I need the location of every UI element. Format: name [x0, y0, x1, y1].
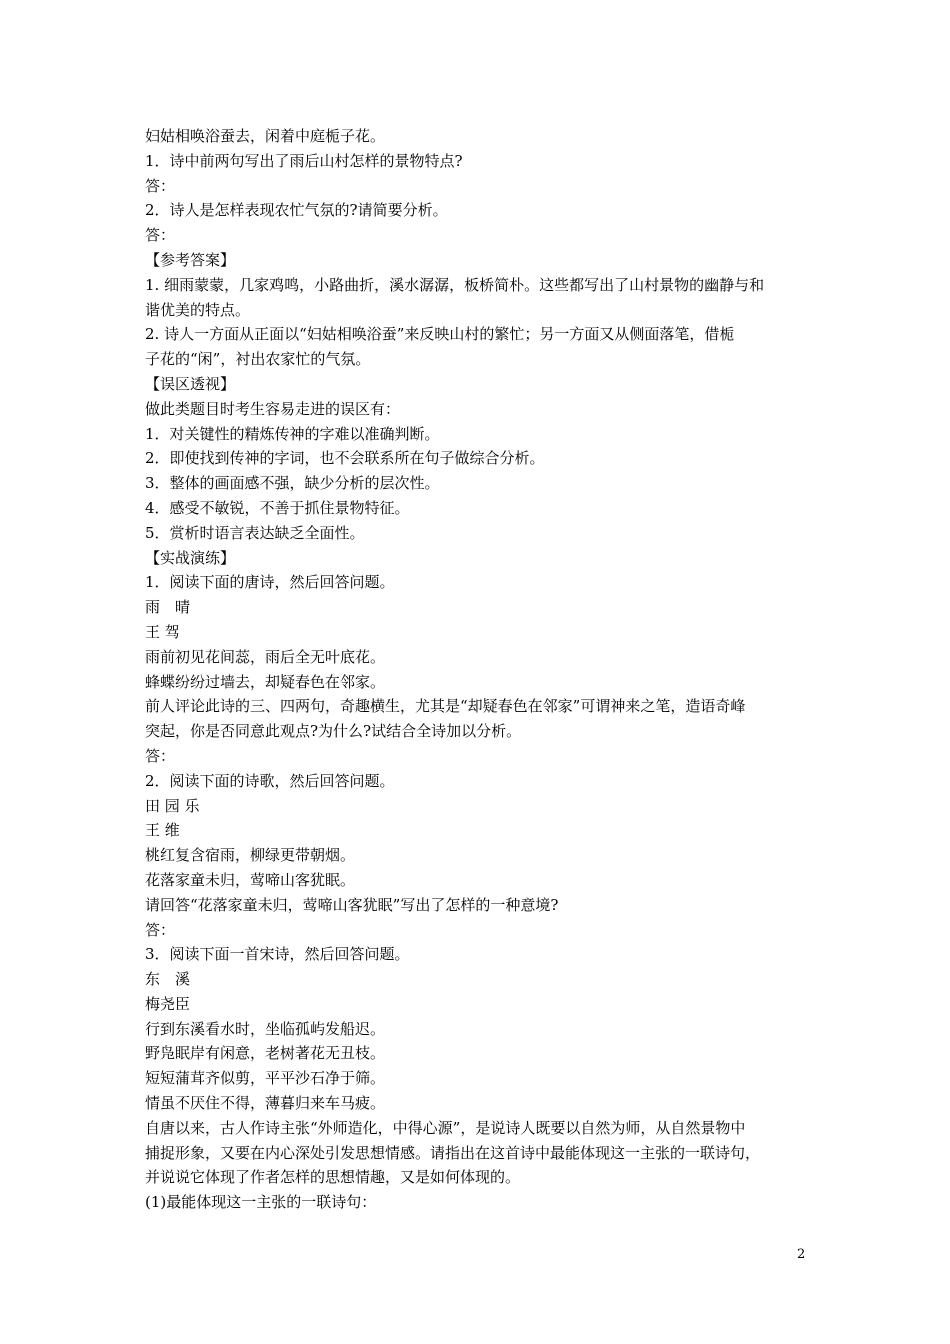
text-line: 1. 细雨蒙蒙，几家鸡鸣，小路曲折，溪水潺潺，板桥简朴。这些都写出了山村景物的幽静与和 — [145, 275, 765, 294]
text-line: 答： — [145, 226, 176, 245]
text-line: 1．阅读下面的唐诗，然后回答问题。 — [145, 573, 395, 592]
text-line: 2．即使找到传神的字词，也不会联系所在句子做综合分析。 — [145, 449, 545, 468]
section-heading: 【误区透视】 — [145, 374, 236, 393]
text-line: 2．阅读下面的诗歌，然后回答问题。 — [145, 771, 395, 790]
document-body — [145, 124, 820, 1215]
text-line: 2. 诗人一方面从正面以“妇姑相唤浴蚕”来反映山村的繁忙；另一方面又从侧面落笔，借栀 — [145, 325, 735, 344]
poem-line: 蜂蝶纷纷过墙去，却疑春色在邻家。 — [145, 672, 386, 691]
text-line: 捕捉形象，又要在内心深处引发思想情感。请指出在这首诗中最能体现这一主张的一联诗句， — [145, 1143, 761, 1162]
text-line: 4．感受不敏锐，不善于抓住景物特征。 — [145, 498, 410, 517]
text-line: 子花的“闲”，衬出农家忙的气氛。 — [145, 350, 371, 369]
poem-line: 桃红复含宿雨，柳绿更带朝烟。 — [145, 846, 356, 865]
text-line: 请回答“花落家童未归，莺啼山客犹眠”写出了怎样的一种意境? — [145, 895, 559, 914]
poem-line: 短短蒲茸齐似剪，平平沙石净于筛。 — [145, 1069, 386, 1088]
poem-line: 行到东溪看水时，坐临孤屿发船迟。 — [145, 1019, 386, 1038]
text-line: 1．对关键性的精炼传神的字难以准确判断。 — [145, 424, 440, 443]
text-line: 答： — [145, 746, 176, 765]
text-line: 3．阅读下面一首宋诗，然后回答问题。 — [145, 945, 410, 964]
page-number: 2 — [797, 1247, 806, 1262]
poem-line: 情虽不厌住不得，薄暮归来车马疲。 — [145, 1094, 386, 1113]
text-line: 突起，你是否同意此观点?为什么?试结合全诗加以分析。 — [145, 722, 522, 741]
poem-author: 王 维 — [145, 821, 180, 840]
poem-title: 东 溪 — [145, 970, 191, 989]
text-line: 3．整体的画面感不强，缺少分析的层次性。 — [145, 474, 440, 493]
poem-author: 王 驾 — [145, 622, 180, 641]
text-line: 答： — [145, 176, 176, 195]
text-line: (1)最能体现这一主张的一联诗句： — [145, 1193, 377, 1212]
section-heading: 【参考答案】 — [145, 250, 236, 269]
text-line: 答： — [145, 920, 176, 939]
text-line: 5．赏析时语言表达缺乏全面性。 — [145, 523, 365, 542]
poem-title: 田 园 乐 — [145, 796, 200, 815]
poem-line: 花落家童未归，莺啼山客犹眠。 — [145, 870, 356, 889]
text-line: 谐优美的特点。 — [145, 300, 251, 319]
text-line: 并说说它体现了作者怎样的思想情趣，又是如何体现的。 — [145, 1168, 521, 1187]
text-line: 1．诗中前两句写出了雨后山村怎样的景物特点? — [145, 151, 463, 170]
text-line: 自唐以来，古人作诗主张“外师造化，中得心源”，是说诗人既要以自然为师，从自然景物中 — [145, 1118, 746, 1137]
text-line: 做此类题目时考生容易走进的误区有： — [145, 399, 401, 418]
text-line: 前人评论此诗的三、四两句，奇趣横生，尤其是“却疑春色在邻家”可谓神来之笔，造语奇峰 — [145, 697, 746, 716]
section-heading: 【实战演练】 — [145, 548, 236, 567]
text-line: 2．诗人是怎样表现农忙气氛的?请简要分析。 — [145, 201, 448, 220]
poem-line: 雨前初见花间蕊，雨后全无叶底花。 — [145, 647, 386, 666]
text-line: 妇姑相唤浴蚕去，闲着中庭栀子花。 — [145, 127, 386, 145]
poem-title: 雨 晴 — [145, 598, 191, 617]
poem-author: 梅尧臣 — [145, 994, 191, 1013]
poem-line: 野凫眠岸有闲意，老树著花无丑枝。 — [145, 1044, 386, 1063]
